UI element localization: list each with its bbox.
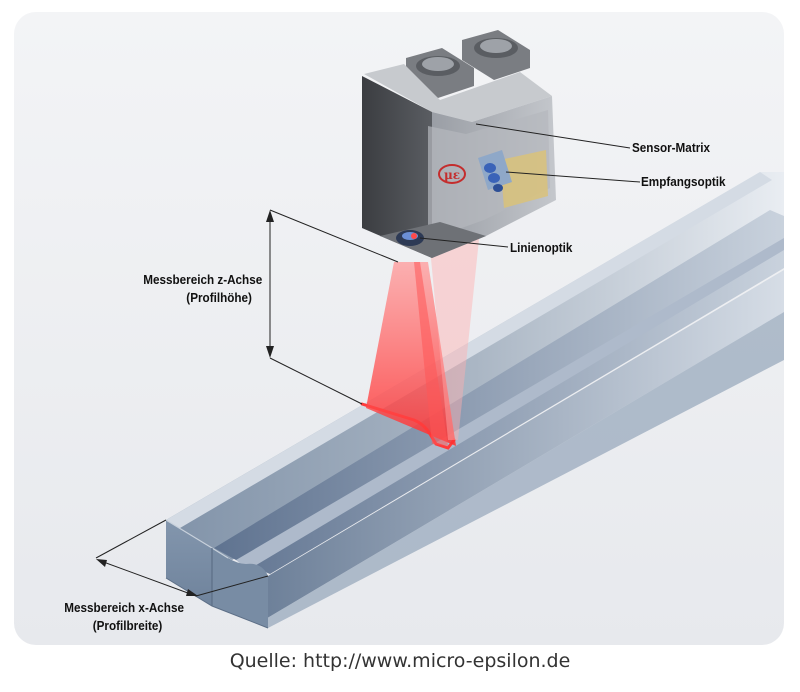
label-sensor-matrix: Sensor-Matrix (632, 140, 711, 155)
label-z-range-sub: (Profilhöhe) (186, 290, 252, 305)
label-z-range-title: Messbereich z-Achse (142, 272, 262, 287)
source-credit: Quelle: http://www.micro-epsilon.de (229, 650, 571, 672)
label-x-range-title: Messbereich x-Achse (64, 600, 184, 615)
label-receiving-optics: Empfangsoptik (641, 174, 726, 189)
label-line-optics: Linienoptik (510, 240, 573, 255)
logo-mark: με (443, 168, 461, 182)
label-x-range-sub: (Profilbreite) (92, 618, 162, 633)
